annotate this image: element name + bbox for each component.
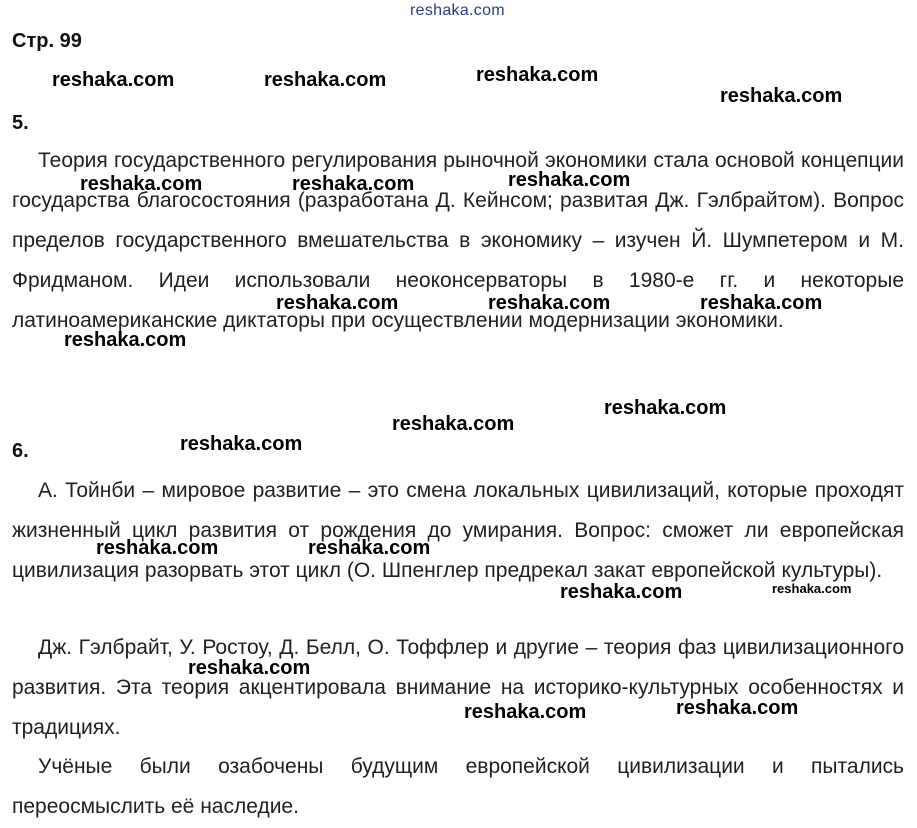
page-label: Стр. 99 [12, 30, 82, 52]
watermark: reshaka.com [64, 329, 187, 351]
section-5-paragraph-1: Теория государственного регулирования рыночной экономики стала основой концепции государства благосостояния (разработана Д. Кейнсом; развитая Дж. Гэлбрайтом). Вопрос пределов государственного вмешательства в экономику – изучен Й. Шумпетером и М. Фридманом. Идеи использовали неоконсерваторы в 1980-е гг. и некоторые латиноамериканские диктаторы при осуществлении модернизации экономики. [12, 149, 904, 332]
watermark: reshaka.com [52, 69, 175, 91]
watermark: reshaka.com [700, 292, 823, 314]
watermark: reshaka.com [488, 292, 611, 314]
watermark: reshaka.com [180, 433, 303, 455]
watermark: reshaka.com [392, 413, 515, 435]
watermark: reshaka.com [308, 537, 431, 559]
section-6-paragraph-1: А. Тойнби – мировое развитие – это смена локальных цивилизаций, которые проходят жизненный цикл развития от рождения до умирания. Вопрос: сможет ли европейская цивилизация разорвать этот цикл (О. Шпенглер предрекал закат европейской культуры). [12, 479, 904, 582]
section-number-5: 5. [12, 112, 29, 134]
watermark-top: reshaka.com [410, 2, 505, 19]
watermark: reshaka.com [508, 169, 631, 191]
watermark: reshaka.com [720, 85, 843, 107]
watermark-small: reshaka.com [772, 581, 852, 596]
watermark: reshaka.com [676, 697, 799, 719]
watermark: reshaka.com [276, 292, 399, 314]
watermark: reshaka.com [560, 581, 683, 603]
watermark: reshaka.com [188, 657, 311, 679]
watermark: reshaka.com [80, 173, 203, 195]
watermark: reshaka.com [96, 537, 219, 559]
watermark: reshaka.com [264, 69, 387, 91]
section-6-paragraph-2: Дж. Гэлбрайт, У. Ростоу, Д. Белл, О. Тоффлер и другие – теория фаз цивилизационного развития. Эта теория акцентировала внимание на историко-культурных особенностях и традициях. [12, 636, 904, 739]
watermark: reshaka.com [464, 701, 587, 723]
watermark: reshaka.com [476, 64, 599, 86]
section-6-paragraph-3: Учёные были озабочены будущим европейской цивилизации и пытались переосмыслить её наследие. [12, 755, 904, 818]
section-number-6: 6. [12, 440, 29, 462]
watermark: reshaka.com [292, 173, 415, 195]
watermark: reshaka.com [604, 397, 727, 419]
